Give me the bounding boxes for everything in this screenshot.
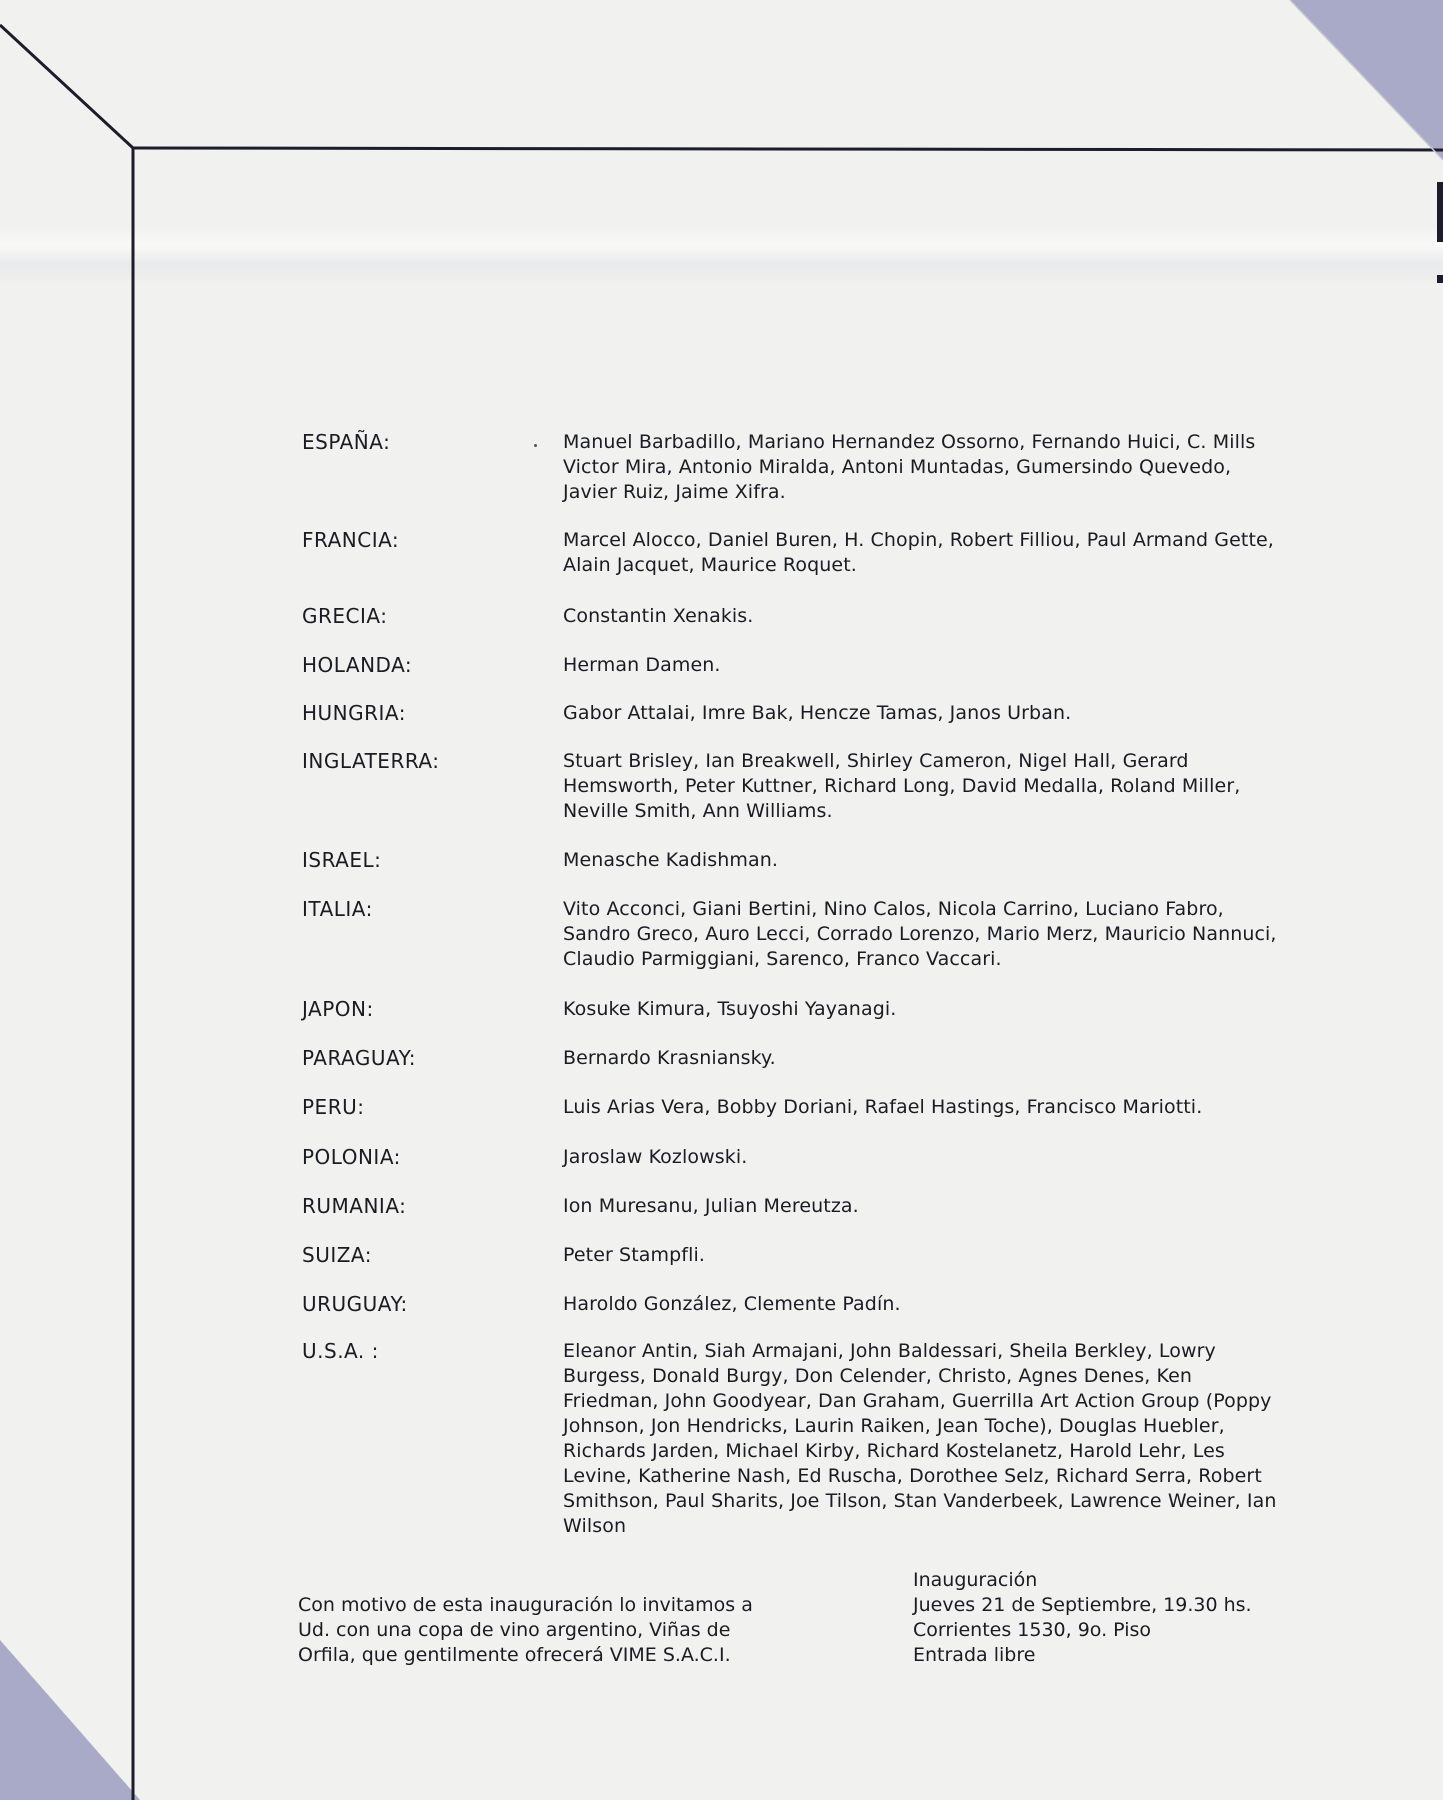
country-name: U.S.A. :	[302, 1339, 379, 1363]
artist-names: Ion Muresanu, Julian Mereutza.	[563, 1195, 859, 1217]
stray-dot	[534, 444, 537, 447]
country-name: HOLANDA:	[302, 653, 413, 677]
country-name: GRECIA:	[302, 604, 388, 628]
invitation-line: Con motivo de esta inauguración lo invitamos a	[298, 1594, 753, 1616]
invitation-note	[298, 1593, 758, 1668]
invitation-line: Orfila, que gentilmente ofrecerá VIME S.A.C.I.	[298, 1644, 731, 1666]
country-name: PARAGUAY:	[302, 1046, 416, 1070]
opening-details	[913, 1568, 1313, 1668]
country-name: FRANCIA:	[302, 528, 400, 552]
artist-names: Peter Stampfli.	[563, 1244, 705, 1266]
artist-names: Marcel Alocco, Daniel Buren, H. Chopin, Robert Filliou, Paul Armand Gette, Alain Jacquet, Maurice Roquet.	[563, 529, 1274, 576]
country-name: JAPON:	[302, 997, 374, 1021]
country-name: ITALIA:	[302, 897, 373, 921]
country-name: ESPAÑA:	[302, 430, 391, 454]
artist-names: Stuart Brisley, Ian Breakwell, Shirley Cameron, Nigel Hall, Gerard Hemsworth, Peter Kuttner, Richard Long, David Medalla, Roland Miller, Neville Smith, Ann Williams.	[563, 750, 1241, 822]
artist-names: Manuel Barbadillo, Mariano Hernandez Ossorno, Fernando Huici, C. Mills Victor Mira, Antonio Miralda, Antoni Muntadas, Gumersindo Quevedo, Javier Ruiz, Jaime Xifra.	[563, 431, 1256, 503]
artist-names: Gabor Attalai, Imre Bak, Hencze Tamas, Janos Urban.	[563, 702, 1072, 724]
invitation-line: Ud. con una copa de vino argentino, Viñas de	[298, 1619, 731, 1641]
artist-names: Eleanor Antin, Siah Armajani, John Baldessari, Sheila Berkley, Lowry Burgess, Donald Burgy, Don Celender, Christo, Agnes Denes, Ken Friedman, John Goodyear, Dan Graham, Guerrilla Art Action Group (Poppy Johnson, Jon Hendricks, Laurin Raiken, Jean Toche), Douglas Huebler, Richards Jarden, Michael Kirby, Richard Kostelanetz, Harold Lehr, Les Levine, Katherine Nash, Ed Ruscha, Dorothee Selz, Richard Serra, Robert Smithson, Paul Sharits, Joe Tilson, Stan Vanderbeek, Lawrence Weiner, Ian Wilson	[563, 1340, 1277, 1537]
artist-names: Menasche Kadishman.	[563, 849, 779, 871]
artist-names: Bernardo Krasniansky.	[563, 1047, 776, 1069]
country-name: POLONIA:	[302, 1145, 401, 1169]
country-name: PERU:	[302, 1095, 365, 1119]
country-name: URUGUAY:	[302, 1292, 408, 1316]
artist-names: Luis Arias Vera, Bobby Doriani, Rafael Hastings, Francisco Mariotti.	[563, 1096, 1203, 1118]
artist-names: Kosuke Kimura, Tsuyoshi Yayanagi.	[563, 998, 897, 1020]
opening-title: Inauguración	[913, 1569, 1038, 1591]
country-name: INGLATERRA:	[302, 749, 440, 773]
artist-names: Vito Acconci, Giani Bertini, Nino Calos, Nicola Carrino, Luciano Fabro, Sandro Greco, Auro Lecci, Corrado Lorenzo, Mario Merz, Mauricio Nannuci, Claudio Parmiggiani, Sarenco, Franco Vaccari.	[563, 898, 1277, 970]
opening-date: Jueves 21 de Septiembre, 19.30 hs.	[913, 1594, 1252, 1616]
artist-names: Constantin Xenakis.	[563, 605, 754, 627]
country-name: SUIZA:	[302, 1243, 373, 1267]
artist-names: Haroldo González, Clemente Padín.	[563, 1293, 901, 1315]
artist-names: Herman Damen.	[563, 654, 721, 676]
country-name: HUNGRIA:	[302, 701, 406, 725]
artist-names: Jaroslaw Kozlowski.	[563, 1146, 748, 1168]
opening-address: Corrientes 1530, 9o. Piso	[913, 1619, 1152, 1641]
country-name: ISRAEL:	[302, 848, 382, 872]
country-name: RUMANIA:	[302, 1194, 407, 1218]
opening-admission: Entrada libre	[913, 1644, 1036, 1666]
